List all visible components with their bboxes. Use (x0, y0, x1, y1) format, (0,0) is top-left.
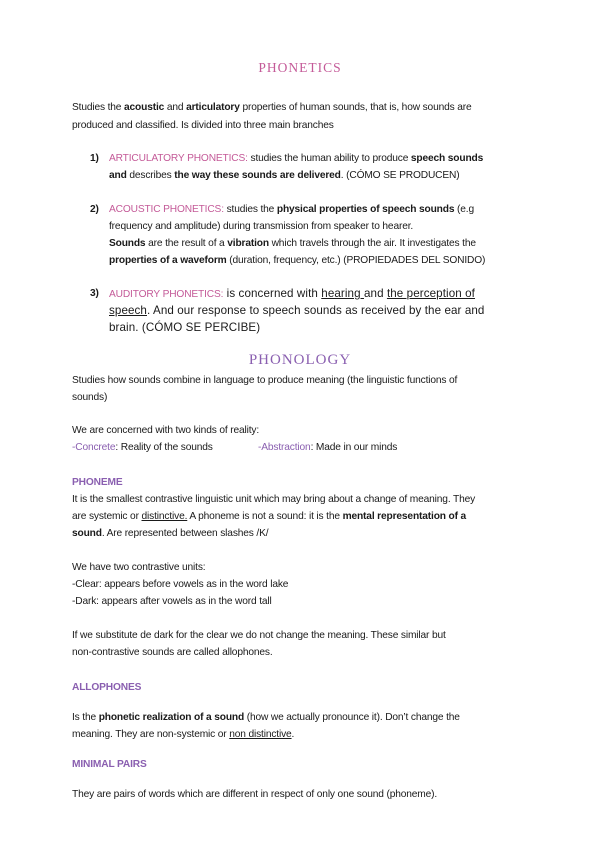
branch-line-2: and describes the way these sounds are delivered. (CÓMO SE PRODUCEN) (109, 170, 460, 181)
phoneme-heading: PHONEME (72, 477, 123, 488)
allophones-line-1: Is the phonetic realization of a sound (how we actually pronounce it). Don’t change the (72, 712, 460, 723)
branch-number: 3) (90, 288, 99, 299)
reality-intro: We are concerned with two kinds of reality: (72, 425, 260, 436)
branch-line-3: Sounds are the result of a vibration which travels through the air. It investigates the (109, 238, 476, 249)
intro-line-2: produced and classified. Is divided into three main branches (72, 120, 334, 131)
substitution-line-2: non-contrastive sounds are called allophones. (72, 647, 273, 658)
minimal-pairs-heading: MINIMAL PAIRS (72, 759, 147, 770)
unit-clear: -Clear: appears before vowels as in the word lake (72, 579, 289, 590)
branch-line-1: AUDITORY PHONETICS: is concerned with hearing and the perception of (109, 287, 476, 300)
page-title: PHONETICS (258, 60, 342, 75)
phonology-title: PHONOLOGY (248, 352, 352, 368)
branch-number: 2) (90, 204, 99, 215)
phonology-line-2: sounds) (72, 392, 108, 403)
branch-line-4: properties of a waveform (duration, frequency, etc.) (PROPIEDADES DEL SONIDO) (109, 255, 486, 266)
units-intro: We have two contrastive units: (72, 562, 206, 573)
branch-line-1: ACOUSTIC PHONETICS: studies the physical properties of speech sounds (e.g (109, 204, 474, 215)
branch-line-2: frequency and amplitude) during transmission from speaker to hearer. (109, 221, 414, 232)
branch-number: 1) (90, 153, 99, 164)
branch-line-2: speech. And our response to speech sounds as received by the ear and (109, 304, 485, 317)
phoneme-line-3: sound. Are represented between slashes /K/ (72, 528, 269, 539)
allophones-heading: ALLOPHONES (72, 682, 142, 693)
minimal-pairs-line-1: They are pairs of words which are different in respect of only one sound (phoneme). (72, 789, 438, 800)
phoneme-line-2: are systemic or distinctive. A phoneme is not a sound: it is the mental representation of a (72, 511, 467, 522)
reality-abstraction: -Abstraction: Made in our minds (258, 442, 398, 453)
unit-dark: -Dark: appears after vowels as in the word tall (72, 596, 272, 607)
intro-line-1: Studies the acoustic and articulatory properties of human sounds, that is, how sounds are (72, 102, 472, 113)
allophones-line-2: meaning. They are non-systemic or non distinctive. (72, 729, 295, 740)
branch-line-3: brain. (CÓMO SE PERCIBE) (109, 321, 261, 334)
branch-line-1: ARTICULATORY PHONETICS: studies the human ability to produce speech sounds (109, 153, 484, 164)
substitution-line-1: If we substitute de dark for the clear we do not change the meaning. These similar but (72, 630, 446, 641)
reality-concrete: -Concrete: Reality of the sounds (72, 442, 213, 453)
phoneme-line-1: It is the smallest contrastive linguistic unit which may bring about a change of meaning. They (72, 494, 476, 505)
phonology-line-1: Studies how sounds combine in language to produce meaning (the linguistic functions of (72, 375, 458, 386)
